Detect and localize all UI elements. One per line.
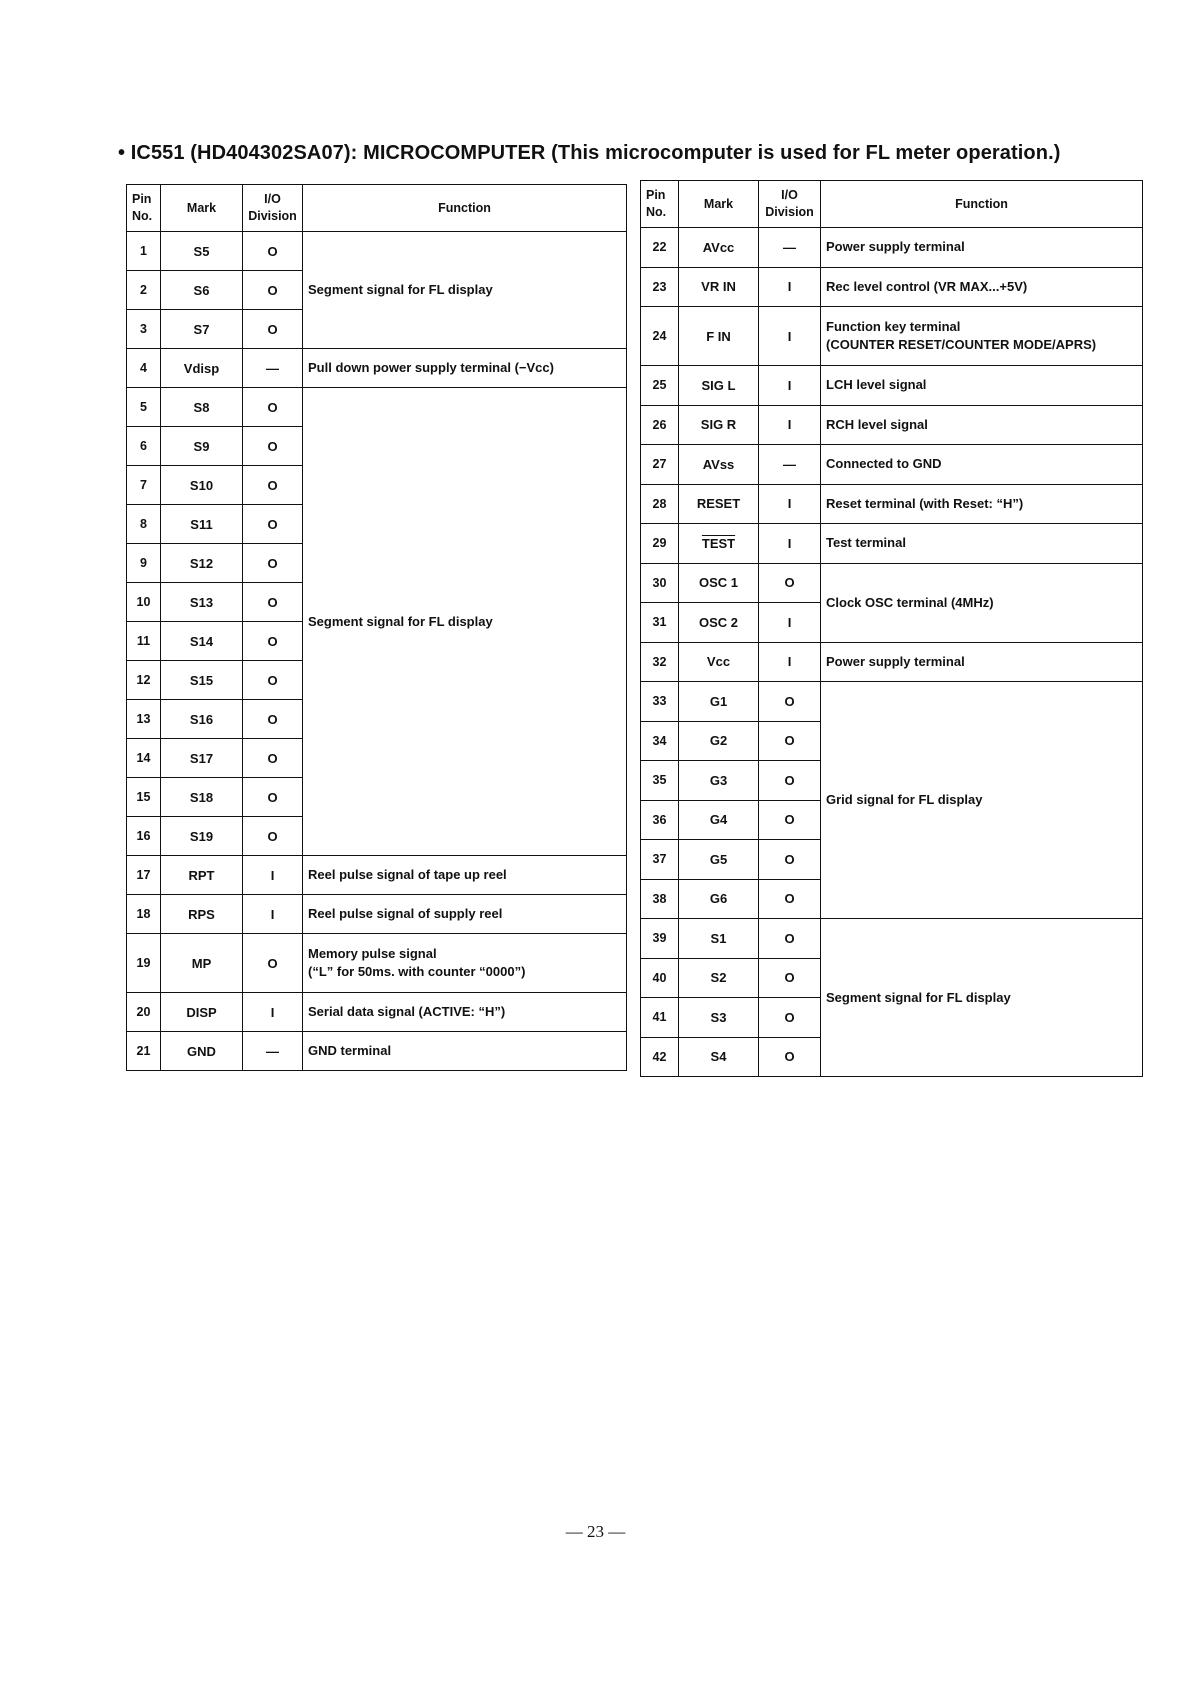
pin-io: —	[243, 349, 303, 388]
table-row	[641, 682, 1143, 722]
pin-io: O	[243, 583, 303, 622]
pin-io: O	[759, 1037, 821, 1077]
pin-number: 33	[641, 682, 679, 722]
pin-number: 2	[127, 271, 161, 310]
pin-mark: S5	[161, 232, 243, 271]
pin-mark: S8	[161, 388, 243, 427]
pin-io: O	[759, 800, 821, 840]
pin-mark: VR IN	[679, 267, 759, 307]
pin-mark: S7	[161, 310, 243, 349]
pin-mark: OSC 1	[679, 563, 759, 603]
pin-number: 34	[641, 721, 679, 761]
table-row	[127, 1032, 627, 1071]
pin-io: O	[243, 466, 303, 505]
header-pin-no: Pin No.	[127, 185, 161, 232]
pin-number: 40	[641, 958, 679, 998]
pin-io: O	[243, 739, 303, 778]
pin-io: O	[759, 761, 821, 801]
pin-io: O	[759, 958, 821, 998]
table-row	[641, 919, 1143, 959]
page-title: • IC551 (HD404302SA07): MICROCOMPUTER (This microcomputer is used for FL meter operation.)	[118, 142, 1061, 164]
pin-function: Serial data signal (ACTIVE: “H”)	[303, 993, 627, 1032]
pin-mark: GND	[161, 1032, 243, 1071]
pin-function: Segment signal for FL display	[303, 388, 627, 856]
pin-function: Power supply terminal	[821, 642, 1143, 682]
pin-io: O	[759, 879, 821, 919]
pin-mark: S1	[679, 919, 759, 959]
pin-mark: SIG L	[679, 366, 759, 406]
table-row	[641, 267, 1143, 307]
pin-number: 11	[127, 622, 161, 661]
pin-mark: G6	[679, 879, 759, 919]
table-row	[127, 856, 627, 895]
table-row	[641, 563, 1143, 603]
pin-mark: G3	[679, 761, 759, 801]
header-io-division: I/O Division	[759, 181, 821, 228]
table-row	[127, 934, 627, 993]
pin-mark: Vcc	[679, 642, 759, 682]
pin-number: 27	[641, 445, 679, 485]
pin-mark: S10	[161, 466, 243, 505]
pin-io: O	[243, 778, 303, 817]
pin-function: LCH level signal	[821, 366, 1143, 406]
pin-io: —	[759, 228, 821, 268]
pin-io: O	[759, 682, 821, 722]
pin-io: O	[759, 563, 821, 603]
pin-io: O	[243, 544, 303, 583]
pin-function: Segment signal for FL display	[821, 919, 1143, 1077]
pin-io: I	[759, 524, 821, 564]
pin-number: 28	[641, 484, 679, 524]
pin-number: 31	[641, 603, 679, 643]
pin-io: O	[759, 998, 821, 1038]
pin-number: 41	[641, 998, 679, 1038]
pin-mark: OSC 2	[679, 603, 759, 643]
table-row	[641, 524, 1143, 564]
pin-io: I	[759, 642, 821, 682]
page-number: — 23 —	[565, 1522, 626, 1541]
pin-number: 20	[127, 993, 161, 1032]
pin-function: Clock OSC terminal (4MHz)	[821, 563, 1143, 642]
header-io-division: I/O Division	[243, 185, 303, 232]
pin-number: 35	[641, 761, 679, 801]
pin-function: Test terminal	[821, 524, 1143, 564]
pin-number: 6	[127, 427, 161, 466]
pin-io: O	[759, 919, 821, 959]
pin-mark: RESET	[679, 484, 759, 524]
pin-io: O	[243, 661, 303, 700]
table-row	[127, 895, 627, 934]
pin-io: I	[243, 856, 303, 895]
pin-mark: S4	[679, 1037, 759, 1077]
pin-mark: SIG R	[679, 405, 759, 445]
pin-function: Segment signal for FL display	[303, 232, 627, 349]
pin-function: Function key terminal (COUNTER RESET/COUNTER MODE/APRS)	[821, 307, 1143, 366]
table-row	[127, 388, 627, 427]
table-header-row	[127, 185, 627, 232]
pin-number: 5	[127, 388, 161, 427]
pin-mark: MP	[161, 934, 243, 993]
pin-mark: G1	[679, 682, 759, 722]
pin-mark: G2	[679, 721, 759, 761]
pin-number: 26	[641, 405, 679, 445]
pin-mark: TEST	[679, 524, 759, 564]
header-function: Function	[303, 185, 627, 232]
pin-number: 30	[641, 563, 679, 603]
table-header-row	[641, 181, 1143, 228]
pin-mark: S11	[161, 505, 243, 544]
table-row	[127, 993, 627, 1032]
pin-function: Reel pulse signal of tape up reel	[303, 856, 627, 895]
pin-number: 14	[127, 739, 161, 778]
pin-mark: RPS	[161, 895, 243, 934]
table-row	[641, 642, 1143, 682]
pin-mark: S17	[161, 739, 243, 778]
pin-mark: G5	[679, 840, 759, 880]
pin-number: 23	[641, 267, 679, 307]
pin-mark: F IN	[679, 307, 759, 366]
pin-function: GND terminal	[303, 1032, 627, 1071]
pin-number: 15	[127, 778, 161, 817]
pin-io: I	[759, 267, 821, 307]
pin-io: O	[243, 934, 303, 993]
pin-number: 3	[127, 310, 161, 349]
table-row	[641, 366, 1143, 406]
pin-mark: G4	[679, 800, 759, 840]
pin-io: O	[243, 622, 303, 661]
pin-number: 13	[127, 700, 161, 739]
pin-number: 38	[641, 879, 679, 919]
pin-mark: AVcc	[679, 228, 759, 268]
pin-number: 18	[127, 895, 161, 934]
pin-io: —	[759, 445, 821, 485]
pin-number: 9	[127, 544, 161, 583]
header-mark: Mark	[679, 181, 759, 228]
table-row	[127, 232, 627, 271]
pin-io: O	[243, 271, 303, 310]
pin-io: O	[243, 310, 303, 349]
pin-io: O	[243, 817, 303, 856]
pin-io: I	[759, 484, 821, 524]
pin-function: Reel pulse signal of supply reel	[303, 895, 627, 934]
pin-mark: S2	[679, 958, 759, 998]
pin-function: Reset terminal (with Reset: “H”)	[821, 484, 1143, 524]
pin-number: 21	[127, 1032, 161, 1071]
pin-function: Rec level control (VR MAX...+5V)	[821, 267, 1143, 307]
pin-mark: AVss	[679, 445, 759, 485]
pin-mark: S6	[161, 271, 243, 310]
pin-io: I	[243, 993, 303, 1032]
pin-io: —	[243, 1032, 303, 1071]
pin-mark: S14	[161, 622, 243, 661]
pin-number: 22	[641, 228, 679, 268]
pin-mark: S15	[161, 661, 243, 700]
pin-io: O	[759, 840, 821, 880]
pin-number: 24	[641, 307, 679, 366]
pin-number: 8	[127, 505, 161, 544]
pin-number: 16	[127, 817, 161, 856]
pin-io: I	[243, 895, 303, 934]
pin-io: O	[243, 388, 303, 427]
pin-io: I	[759, 603, 821, 643]
pin-table-right	[640, 180, 1143, 1077]
pin-io: O	[243, 232, 303, 271]
pin-io: O	[243, 700, 303, 739]
pin-function: Memory pulse signal (“L” for 50ms. with counter “0000”)	[303, 934, 627, 993]
pin-io: I	[759, 405, 821, 445]
pin-mark: Vdisp	[161, 349, 243, 388]
table-row	[127, 349, 627, 388]
table-row	[641, 405, 1143, 445]
pin-number: 39	[641, 919, 679, 959]
pin-number: 12	[127, 661, 161, 700]
pin-mark: S9	[161, 427, 243, 466]
pin-io: O	[243, 427, 303, 466]
pin-number: 4	[127, 349, 161, 388]
pin-mark: RPT	[161, 856, 243, 895]
pin-mark: S19	[161, 817, 243, 856]
table-row	[641, 484, 1143, 524]
pin-number: 29	[641, 524, 679, 564]
pin-function: RCH level signal	[821, 405, 1143, 445]
header-mark: Mark	[161, 185, 243, 232]
pin-number: 36	[641, 800, 679, 840]
pin-mark: DISP	[161, 993, 243, 1032]
header-pin-no: Pin No.	[641, 181, 679, 228]
pin-number: 17	[127, 856, 161, 895]
table-row	[641, 228, 1143, 268]
table-row	[641, 445, 1143, 485]
pin-number: 19	[127, 934, 161, 993]
pin-number: 7	[127, 466, 161, 505]
header-function: Function	[821, 181, 1143, 228]
pin-mark: S18	[161, 778, 243, 817]
pin-number: 1	[127, 232, 161, 271]
pin-table-left	[126, 184, 627, 1071]
table-row	[641, 307, 1143, 366]
pin-io: I	[759, 366, 821, 406]
pin-function: Grid signal for FL display	[821, 682, 1143, 919]
pin-number: 37	[641, 840, 679, 880]
pin-function: Pull down power supply terminal (−Vcc)	[303, 349, 627, 388]
pin-number: 25	[641, 366, 679, 406]
pin-function: Connected to GND	[821, 445, 1143, 485]
pin-number: 32	[641, 642, 679, 682]
pin-io: I	[759, 307, 821, 366]
pin-io: O	[759, 721, 821, 761]
pin-mark: S13	[161, 583, 243, 622]
pin-mark: S12	[161, 544, 243, 583]
pin-function: Power supply terminal	[821, 228, 1143, 268]
pin-mark: S16	[161, 700, 243, 739]
pin-mark: S3	[679, 998, 759, 1038]
pin-number: 42	[641, 1037, 679, 1077]
pin-io: O	[243, 505, 303, 544]
pin-number: 10	[127, 583, 161, 622]
